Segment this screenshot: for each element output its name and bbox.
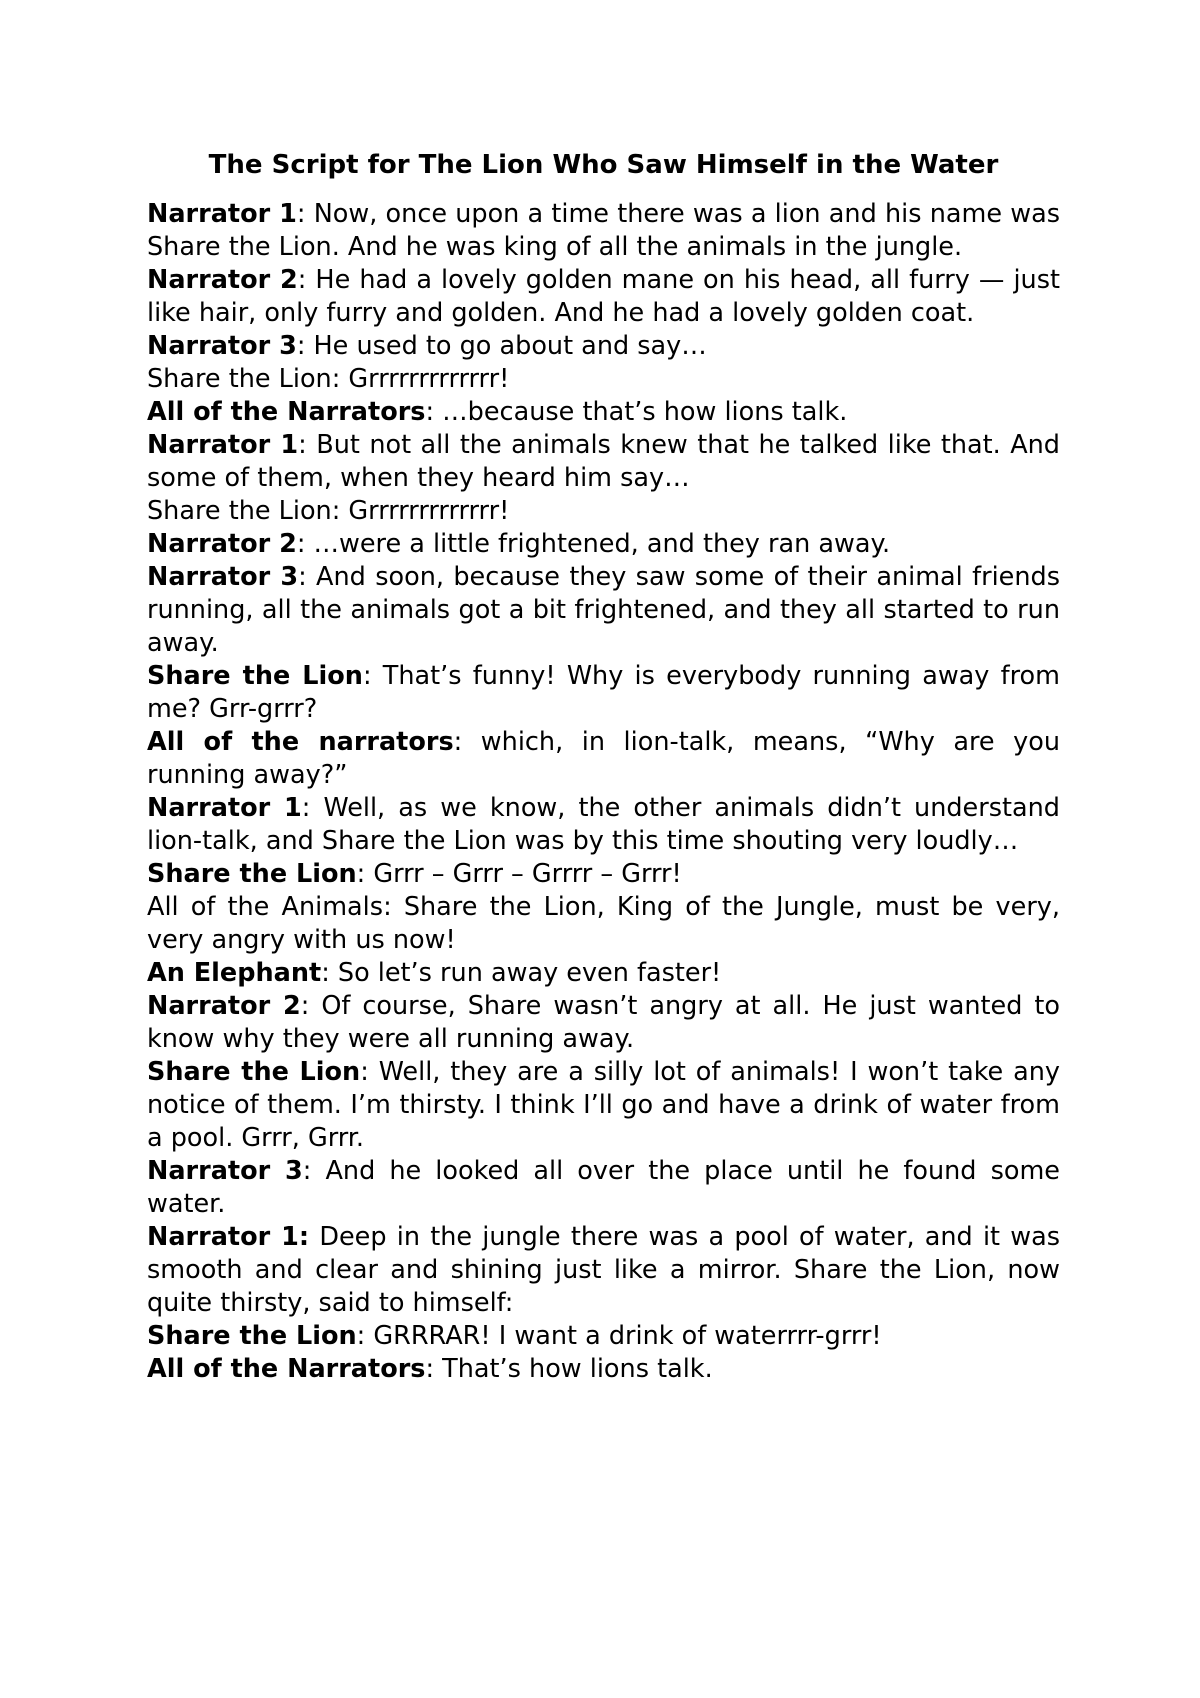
script-line xyxy=(147,528,1060,561)
speaker-name: Narrator 2 xyxy=(147,265,298,295)
speaker-name: Share the Lion xyxy=(147,364,332,394)
dialogue-text: Grrr – Grrr – Grrrr – Grrr! xyxy=(365,859,682,889)
speaker-separator: : xyxy=(331,496,341,526)
speaker-name: An Elephant xyxy=(147,958,322,988)
speaker-name: Narrator 2 xyxy=(147,529,297,559)
speaker-name: Narrator 3 xyxy=(147,562,299,592)
speaker-separator: : xyxy=(297,265,307,295)
speaker-name: All of the Narrators xyxy=(147,1354,426,1384)
speaker-separator: : xyxy=(356,1321,366,1351)
dialogue-text: Share the Lion, King of the Jungle, must be very, very angry with us now! xyxy=(147,892,1060,955)
speaker-separator: : xyxy=(331,364,341,394)
script-line xyxy=(147,1320,1060,1353)
speaker-separator: : xyxy=(383,892,392,922)
speaker-separator: : xyxy=(321,958,330,988)
script-line xyxy=(147,1353,1060,1386)
speaker-name: Share the Lion xyxy=(147,1321,357,1351)
dialogue-text: …were a little frightened, and they ran away. xyxy=(305,529,891,559)
dialogue-text: And he looked all over the place until he found some water. xyxy=(147,1156,1060,1219)
script-line xyxy=(147,495,1060,528)
dialogue-text: Well, as we know, the other animals didn’t understand lion-talk, and Share the Lion was by this time shouting very loudly… xyxy=(147,793,1060,856)
speaker-name: Narrator 3 xyxy=(147,331,297,361)
speaker-name: Narrator 1: xyxy=(147,1222,310,1252)
speaker-name: Narrator 1 xyxy=(147,793,302,823)
speaker-separator: : xyxy=(425,1354,435,1384)
dialogue-text: GRRRAR! I want a drink of waterrrr-grrr! xyxy=(365,1321,882,1351)
dialogue-text: Well, they are a silly lot of animals! I won’t take any notice of them. I’m thirsty. I think I’ll go and have a drink of water from a pool. Grrr, Grrr. xyxy=(147,1057,1061,1153)
speaker-name: Narrator 2 xyxy=(147,991,301,1021)
script-line xyxy=(147,792,1060,858)
dialogue-text: Grrrrrrrrrrrrr! xyxy=(340,496,510,526)
script-line xyxy=(147,363,1060,396)
document-title: The Script for The Lion Who Saw Himself in the Water xyxy=(208,150,999,180)
speaker-name: Narrator 3 xyxy=(147,1156,303,1186)
script-line xyxy=(147,429,1060,495)
dialogue-text: And soon, because they saw some of their animal friends running, all the animals got a bit frightened, and they all started to run away. xyxy=(147,562,1060,658)
speaker-separator: : xyxy=(356,859,366,889)
dialogue-text: Now, once upon a time there was a lion and his name was Share the Lion. And he was king of all the animals in the jungle. xyxy=(147,199,1061,262)
script-line xyxy=(147,198,1060,264)
speaker-name: Share the Lion xyxy=(147,496,332,526)
speaker-separator: : xyxy=(296,199,306,229)
script-line xyxy=(147,957,1060,990)
dialogue-text: But not all the animals knew that he talked like that. And some of them, when they heard him say… xyxy=(147,430,1060,493)
speaker-separator: : xyxy=(302,1156,312,1186)
dialogue-text: which, in lion-talk, means, “Why are you running away?” xyxy=(147,727,1060,790)
dialogue-text: That’s how lions talk. xyxy=(434,1354,713,1384)
speaker-name: Narrator 1 xyxy=(147,199,297,229)
speaker-separator: : xyxy=(360,1057,369,1087)
script-line xyxy=(147,858,1060,891)
speaker-separator: : xyxy=(298,430,307,460)
speaker-name: Share the Lion xyxy=(147,661,363,691)
dialogue-text: That’s funny! Why is everybody running away from me? Grr-grrr? xyxy=(147,661,1060,724)
script-line xyxy=(147,396,1060,429)
speaker-name: Narrator 1 xyxy=(147,430,299,460)
speaker-name: All of the Animals xyxy=(147,892,384,922)
speaker-separator: : xyxy=(296,331,306,361)
speaker-separator: : xyxy=(362,661,372,691)
script-line xyxy=(147,1056,1060,1155)
speaker-separator: : xyxy=(425,397,435,427)
speaker-separator: : xyxy=(296,529,306,559)
script-line xyxy=(147,561,1060,660)
script-line xyxy=(147,1221,1060,1320)
speaker-name: Share the Lion xyxy=(147,859,357,889)
script-line xyxy=(147,726,1060,792)
script-line xyxy=(147,330,1060,363)
script-line xyxy=(147,990,1060,1056)
speaker-separator: : xyxy=(300,991,310,1021)
speaker-separator: : xyxy=(453,727,463,757)
dialogue-text: Of course, Share wasn’t angry at all. He just wanted to know why they were all running away. xyxy=(147,991,1061,1054)
dialogue-text: He used to go about and say… xyxy=(305,331,707,361)
script-line xyxy=(147,1155,1060,1221)
dialogue-text: Grrrrrrrrrrrrr! xyxy=(340,364,510,394)
speaker-name: All of the Narrators xyxy=(147,397,426,427)
script-line xyxy=(147,264,1060,330)
speaker-name: Share the Lion xyxy=(147,1057,361,1087)
dialogue-text: So let’s run away even faster! xyxy=(329,958,722,988)
script-body xyxy=(147,198,1060,1386)
dialogue-text: Deep in the jungle there was a pool of water, and it was smooth and clear and shining just like a mirror. Share the Lion, now quite thirsty, said to himself: xyxy=(147,1222,1060,1318)
script-line xyxy=(147,891,1060,957)
script-line xyxy=(147,660,1060,726)
dialogue-text: He had a lovely golden mane on his head, all furry — just like hair, only furry and golden. And he had a lovely golden coat. xyxy=(147,265,1061,328)
speaker-separator: : xyxy=(298,562,307,592)
speaker-separator: : xyxy=(301,793,311,823)
dialogue-text: …because that’s how lions talk. xyxy=(434,397,848,427)
speaker-name: All of the narrators xyxy=(147,727,454,757)
